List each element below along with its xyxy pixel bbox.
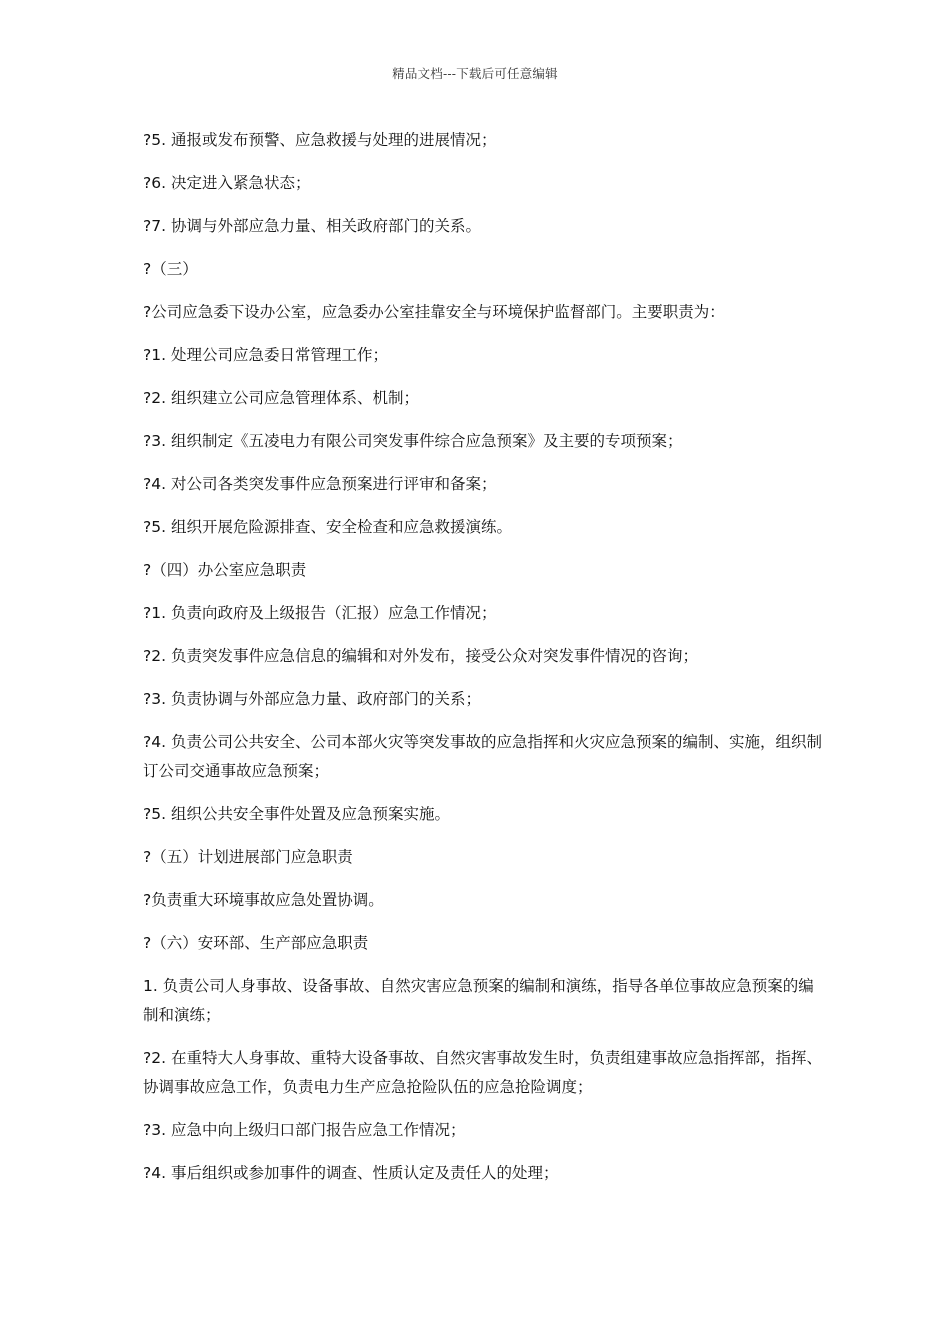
paragraph: ?6. 决定进入紧急状态；	[143, 174, 311, 192]
paragraph: ?4. 事后组织或参加事件的调查、性质认定及责任人的处理；	[143, 1164, 559, 1182]
section-heading: ?（四）办公室应急职责	[143, 561, 307, 579]
paragraph: ?负责重大环境事故应急处置协调。	[143, 891, 384, 909]
paragraph: 1. 负责公司人身事故、设备事故、自然灾害应急预案的编制和演练，指导各单位事故应急预案的编制和演练；	[143, 977, 814, 1024]
paragraph: ?5. 组织公共安全事件处置及应急预案实施。	[143, 805, 450, 823]
paragraph: ?2. 在重特大人身事故、重特大设备事故、自然灾害事故发生时，负责组建事故应急指挥部，指挥、协调事故应急工作，负责电力生产应急抢险队伍的应急抢险调度；	[143, 1049, 822, 1096]
section-heading: ?（六）安环部、生产部应急职责	[143, 934, 369, 952]
paragraph: ?3. 负责协调与外部应急力量、政府部门的关系；	[143, 690, 481, 708]
paragraph: ?1. 处理公司应急委日常管理工作；	[143, 346, 388, 364]
paragraph: ?7. 协调与外部应急力量、相关政府部门的关系。	[143, 217, 481, 235]
paragraph: ?5. 通报或发布预警、应急救援与处理的进展情况；	[143, 131, 497, 149]
paragraph: ?2. 组织建立公司应急管理体系、机制；	[143, 389, 419, 407]
paragraph: ?1. 负责向政府及上级报告（汇报）应急工作情况；	[143, 604, 497, 622]
section-heading: ?（五）计划进展部门应急职责	[143, 848, 353, 866]
paragraph: ?4. 对公司各类突发事件应急预案进行评审和备案；	[143, 475, 497, 493]
paragraph: ?3. 组织制定《五凌电力有限公司突发事件综合应急预案》及主要的专项预案；	[143, 432, 683, 450]
paragraph: ?公司应急委下设办公室，应急委办公室挂靠安全与环境保护监督部门。主要职责为：	[143, 303, 725, 321]
page-header: 精品文档---下载后可任意编辑	[392, 66, 558, 81]
paragraph: ?4. 负责公司公共安全、公司本部火灾等突发事故的应急指挥和火灾应急预案的编制、实施，组织制订公司交通事故应急预案；	[143, 733, 822, 780]
document-body	[143, 126, 823, 1202]
paragraph: ?2. 负责突发事件应急信息的编辑和对外发布，接受公众对突发事件情况的咨询；	[143, 647, 698, 665]
paragraph: ?3. 应急中向上级归口部门报告应急工作情况；	[143, 1121, 466, 1139]
paragraph: ?5. 组织开展危险源排查、安全检查和应急救援演练。	[143, 518, 512, 536]
section-heading: ?（三）	[143, 260, 198, 278]
